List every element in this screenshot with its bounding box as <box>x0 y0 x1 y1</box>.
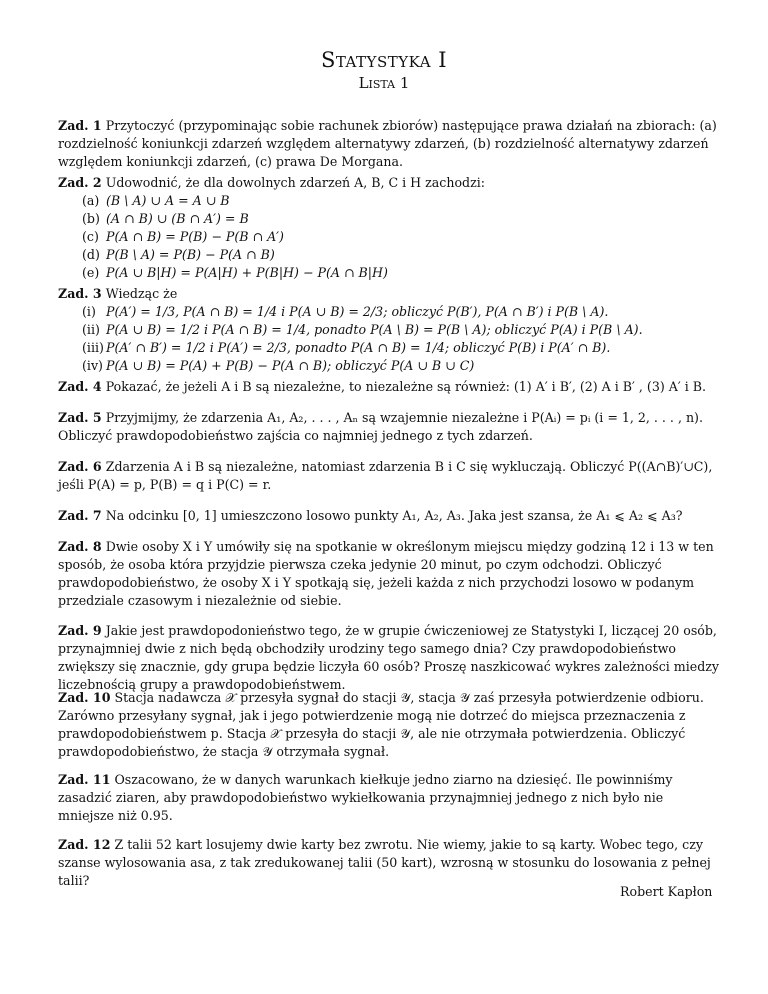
task-5 <box>58 409 720 445</box>
task-text: Przytoczyć (przypominając sobie rachunek zbiorów) następujące prawa działań na zbiorach: (a) rozdzielność koniunkcji zdarzeń względem alternatywy zdarzeń, (b) rozdzielność alternatywy zdarzeń względem koniunkcji zdarzeń, (c) prawa De Morgana. <box>58 118 717 169</box>
task-9 <box>58 622 720 694</box>
task-item: (d) P(B \ A) = P(B) − P(A ∩ B) <box>82 247 275 262</box>
task-1 <box>58 117 720 171</box>
task-item: (iii) P(A′ ∩ B′) = 1/2 i P(A′) = 2/3, ponadto P(A ∩ B) = 1/4; obliczyć P(B) i P(A′ ∩ B). <box>82 340 611 355</box>
task-item: (i) P(A′) = 1/3, P(A ∩ B) = 1/4 i P(A ∪ B) = 2/3; obliczyć P(B′), P(A ∩ B′) i P(B \ A). <box>82 304 609 319</box>
task-12 <box>58 836 720 890</box>
task-text: Jakie jest prawdopodonieństwo tego, że w grupie ćwiczeniowej ze Statystyki I, liczącej 20 osób, przynajmniej dwie z nich będą obchodziły urodziny tego samego dnia? Czy prawdopodobieństwo zwiększy się znacznie, gdy grupa będzie liczyła 60 osób? Proszę naszkicować wykres zależności miedzy liczebnością grupy a prawdopodobieństwem. <box>58 623 720 692</box>
task-11 <box>58 771 720 825</box>
task-7 <box>58 507 720 525</box>
task-text: Na odcinku [0, 1] umieszczono losowo punkty A₁, A₂, A₃. Jaka jest szansa, że A₁ ⩽ A₂ ⩽ A₃? <box>105 508 683 523</box>
task-label: Zad. 6 <box>58 459 102 474</box>
task-10 <box>58 689 720 761</box>
task-item: (b) (A ∩ B) ∪ (B ∩ A′) = B <box>82 211 249 226</box>
task-label: Zad. 2 <box>58 175 102 190</box>
task-item: (c) P(A ∩ B) = P(B) − P(B ∩ A′) <box>82 229 284 244</box>
author-signature: Robert Kapłon <box>620 884 713 899</box>
task-3 <box>58 285 720 375</box>
task-label: Zad. 11 <box>58 772 111 787</box>
task-text: Udowodnić, że dla dowolnych zdarzeń A, B, C i H zachodzi: <box>105 175 486 190</box>
task-label: Zad. 3 <box>58 286 102 301</box>
task-text: Zdarzenia A i B są niezależne, natomiast zdarzenia B i C się wykluczają. Obliczyć P((A∩B)′∪C), jeśli P(A) = p, P(B) = q i P(C) = r. <box>58 459 713 492</box>
task-text: Pokazać, że jeżeli A i B są niezależne, to niezależne są również: (1) A′ i B′, (2) A i B′ , (3) A′ i B. <box>105 379 707 394</box>
task-item: (e) P(A ∪ B|H) = P(A|H) + P(B|H) − P(A ∩ B|H) <box>82 265 388 280</box>
task-text: Oszacowano, że w danych warunkach kiełkuje jedno ziarno na dziesięć. Ile powinniśmy zasadzić ziaren, aby prawdopodobieństwo wykiełkowania przynajmniej jednego z nich było nie mniejsze niż 0.95. <box>58 772 673 823</box>
task-label: Zad. 12 <box>58 837 111 852</box>
task-items <box>58 303 720 375</box>
document-subtitle: Lista 1 <box>358 74 410 92</box>
task-items <box>58 192 720 282</box>
task-8 <box>58 538 720 610</box>
task-item: (a) (B \ A) ∪ A = A ∪ B <box>82 193 230 208</box>
task-4 <box>58 378 720 396</box>
task-label: Zad. 5 <box>58 410 102 425</box>
task-item: (iv) P(A ∪ B) = P(A) + P(B) − P(A ∩ B); obliczyć P(A ∪ B ∪ C) <box>82 358 475 373</box>
task-item: (ii) P(A ∪ B) = 1/2 i P(A ∩ B) = 1/4, ponadto P(A \ B) = P(B \ A); obliczyć P(A) i P(B \ A). <box>82 322 643 337</box>
task-6 <box>58 458 720 494</box>
task-label: Zad. 7 <box>58 508 102 523</box>
task-label: Zad. 4 <box>58 379 102 394</box>
task-label: Zad. 9 <box>58 623 102 638</box>
task-label: Zad. 8 <box>58 539 102 554</box>
task-text: Przyjmijmy, że zdarzenia A₁, A₂, . . . , Aₙ są wzajemnie niezależne i P(Aᵢ) = pᵢ (i = 1, 2, . . . , n). Obliczyć prawdopodobieństwo zajścia co najmniej jednego z tych zdarzeń. <box>58 410 703 443</box>
task-text: Z talii 52 kart losujemy dwie karty bez zwrotu. Nie wiemy, jakie to są karty. Wobec tego, czy szanse wylosowania asa, z tak zredukowanej talii (50 kart), wzrosną w stosunku do losowania z pełnej talii? <box>58 837 711 888</box>
task-text: Dwie osoby X i Y umówiły się na spotkanie w określonym miejscu między godziną 12 i 13 w ten sposób, że osoba która przyjdzie pierwsza czeka jedynie 20 minut, po czym odchodzi. Obliczyć prawdopodobieństwo, że osoby X i Y spotkają się, jeżeli każda z nich przychodzi losowo w podanym przedziale czasowym i niezależnie od siebie. <box>58 539 714 608</box>
document-title: Statystyka I <box>320 48 448 72</box>
task-2 <box>58 174 720 282</box>
task-text: Wiedząc że <box>105 286 178 301</box>
task-label: Zad. 10 <box>58 690 111 705</box>
task-label: Zad. 1 <box>58 118 102 133</box>
task-text: Stacja nadawcza 𝒳 przesyła sygnał do stacji 𝒴, stacja 𝒴 zaś przesyła potwierdzenie odbioru. Zarówno przesyłany sygnał, jak i jego potwierdzenie mogą nie dotrzeć do miejsca przeznaczenia z prawdopodobieństwem p. Stacja 𝒳 przesyła do stacji 𝒴, ale nie otrzymała potwierdzenia. Obliczyć prawdopodobieństwo, że stacja 𝒴 otrzymała sygnał. <box>58 690 704 759</box>
